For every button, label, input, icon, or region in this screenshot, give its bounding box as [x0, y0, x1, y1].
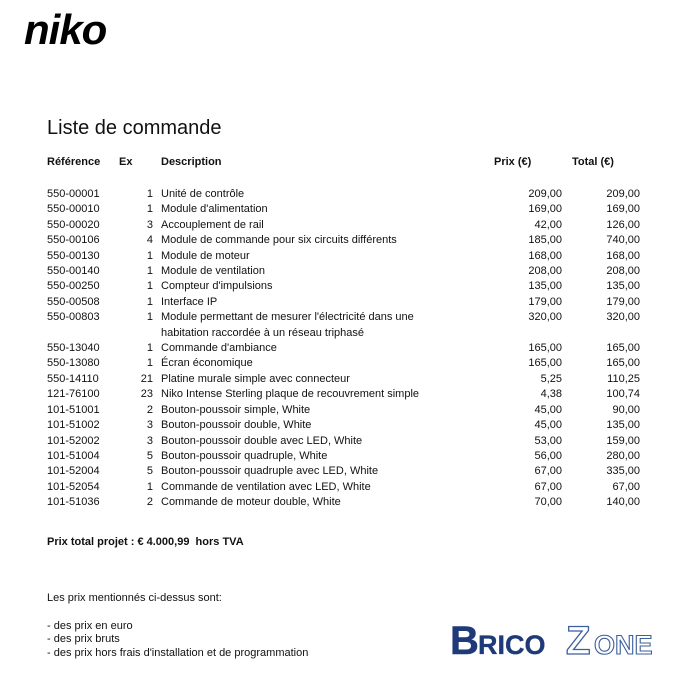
cell-total: 740,00: [606, 234, 640, 247]
cell-description: [161, 449, 479, 464]
page-title: Liste de commande: [47, 117, 222, 139]
cell-price: 185,00: [528, 234, 562, 247]
table-row: [47, 356, 640, 371]
cell-reference: 101-52004: [47, 465, 100, 478]
order-table: [47, 155, 640, 511]
cell-price: 165,00: [528, 342, 562, 355]
description-line: Module de ventilation: [161, 265, 265, 278]
description-line: Module de moteur: [161, 249, 250, 262]
table-row: [47, 233, 640, 248]
cell-description: [161, 387, 479, 402]
description-line: Commande d'ambiance: [161, 342, 277, 355]
cell-total: 209,00: [606, 188, 640, 200]
header-reference: Référence: [47, 156, 101, 168]
note-line: - des prix hors frais d'installation et de programmation: [47, 646, 309, 659]
table-row: [47, 249, 640, 264]
cell-price: 209,00: [528, 188, 562, 200]
cell-reference: 550-00250: [47, 280, 100, 293]
cell-price: 67,00: [534, 480, 562, 493]
note-line: - des prix bruts: [47, 633, 120, 645]
table-row: [47, 187, 640, 202]
watermark-rico: RICO: [478, 630, 546, 660]
description-line: Module d'alimentation: [161, 203, 268, 216]
cell-total: 126,00: [606, 218, 640, 231]
cell-description: [161, 434, 479, 449]
cell-description: [161, 495, 479, 510]
description-line: Accouplement de rail: [161, 218, 264, 231]
cell-description: [161, 403, 479, 418]
cell-quantity: 3: [146, 218, 153, 231]
description-line: Unité de contrôle: [161, 188, 245, 200]
cell-reference: 550-00020: [47, 218, 100, 231]
cell-description: [161, 202, 479, 217]
cell-price: 179,00: [528, 295, 562, 308]
cell-price: 67,00: [534, 465, 562, 478]
description-line: Platine murale simple avec connecteur: [161, 372, 350, 385]
cell-description: [161, 356, 479, 371]
watermark-one: ONE: [594, 630, 653, 660]
cell-description: [161, 295, 479, 310]
cell-description: [161, 249, 479, 264]
cell-quantity: 3: [146, 419, 153, 432]
table-row: [47, 495, 640, 510]
bricozone-watermark-logo: [450, 616, 670, 660]
cell-price: 45,00: [534, 419, 562, 432]
niko-logo: niko: [24, 6, 107, 53]
table-row: [47, 403, 640, 418]
cell-description: [161, 233, 479, 248]
watermark-b: B: [450, 619, 479, 660]
cell-reference: 101-52002: [47, 434, 100, 447]
header-description: Description: [161, 156, 222, 168]
description-line: Écran économique: [161, 357, 253, 370]
description-line: Commande de moteur double, White: [161, 496, 341, 509]
table-row: [47, 372, 640, 387]
cell-price: 165,00: [528, 357, 562, 370]
description-line: Bouton-poussoir double, White: [161, 419, 312, 432]
cell-total: 67,00: [612, 480, 640, 493]
cell-description: [161, 464, 479, 479]
cell-reference: 550-13080: [47, 357, 100, 370]
cell-price: 70,00: [534, 496, 562, 509]
table-row: [47, 202, 640, 217]
cell-reference: 550-00106: [47, 234, 100, 247]
cell-description: [161, 372, 479, 387]
cell-price: 45,00: [534, 403, 562, 416]
cell-description: [161, 418, 479, 433]
table-row: [47, 264, 640, 279]
cell-quantity: 5: [146, 465, 153, 478]
cell-reference: 101-51036: [47, 496, 100, 509]
table-row: [47, 464, 640, 479]
table-row: [47, 218, 640, 233]
cell-total: 159,00: [606, 434, 640, 447]
cell-total: 110,25: [607, 372, 640, 385]
cell-price: 53,00: [534, 434, 562, 447]
cell-reference: 550-00140: [47, 265, 100, 278]
cell-quantity: 3: [146, 434, 153, 447]
cell-quantity: 1: [146, 188, 153, 200]
cell-total: 90,00: [612, 403, 640, 416]
cell-quantity: 1: [146, 311, 153, 324]
cell-price: 168,00: [528, 249, 562, 262]
cell-total: 169,00: [606, 203, 640, 216]
header-price: Prix (€): [494, 156, 532, 168]
description-line: Bouton-poussoir quadruple avec LED, White: [161, 465, 379, 478]
cell-quantity: 21: [140, 372, 153, 385]
description-line: Bouton-poussoir double avec LED, White: [161, 434, 363, 447]
cell-price: 169,00: [528, 203, 562, 216]
header-quantity: Ex: [119, 156, 133, 168]
cell-reference: 550-00130: [47, 249, 100, 262]
description-line: Bouton-poussoir quadruple, White: [161, 449, 328, 462]
table-row: [47, 434, 640, 449]
cell-description: [161, 264, 479, 279]
cell-reference: 101-51001: [47, 403, 100, 416]
table-row: [47, 480, 640, 495]
cell-total: 165,00: [606, 342, 640, 355]
cell-reference: 101-51004: [47, 449, 100, 462]
cell-quantity: 1: [146, 249, 153, 262]
cell-reference: 550-00508: [47, 295, 100, 308]
cell-quantity: 1: [146, 357, 153, 370]
notes-intro: Les prix mentionnés ci-dessus sont:: [47, 592, 222, 604]
cell-quantity: 5: [146, 449, 153, 462]
cell-total: 135,00: [606, 419, 640, 432]
cell-price: 320,00: [528, 311, 562, 324]
description-line: Compteur d'impulsions: [161, 280, 273, 293]
cell-reference: 550-00010: [47, 203, 100, 216]
cell-total: 280,00: [606, 449, 640, 462]
description-line: habitation raccordée à un réseau triphasé: [161, 326, 365, 339]
description-line: Module permettant de mesurer l'électricité dans une: [161, 311, 414, 324]
cell-reference: 550-13040: [47, 342, 100, 355]
cell-reference: 550-00001: [47, 188, 100, 200]
cell-quantity: 2: [146, 496, 153, 509]
cell-quantity: 1: [146, 280, 153, 293]
cell-description: [161, 218, 479, 233]
cell-quantity: 1: [146, 265, 153, 278]
cell-quantity: 1: [146, 342, 153, 355]
table-header-row: [47, 155, 640, 187]
cell-description: [161, 310, 479, 341]
project-total: Prix total projet : € 4.000,99 hors TVA: [47, 536, 244, 548]
table-row: [47, 341, 640, 356]
cell-total: 100,74: [606, 388, 640, 401]
cell-total: 335,00: [606, 465, 640, 478]
cell-description: [161, 279, 479, 294]
table-row: [47, 279, 640, 294]
cell-price: 42,00: [534, 218, 562, 231]
note-line: - des prix en euro: [47, 619, 133, 632]
cell-total: 135,00: [606, 280, 640, 293]
cell-description: [161, 341, 479, 356]
table-row: [47, 295, 640, 310]
cell-price: 5,25: [540, 372, 562, 385]
cell-reference: 121-76100: [47, 388, 100, 401]
description-line: Module de commande pour six circuits différents: [161, 234, 397, 247]
cell-price: 56,00: [534, 449, 562, 462]
cell-quantity: 1: [146, 203, 153, 216]
cell-total: 179,00: [606, 295, 640, 308]
cell-price: 4,38: [540, 388, 562, 401]
description-line: Bouton-poussoir simple, White: [161, 403, 311, 416]
description-line: Commande de ventilation avec LED, White: [161, 480, 371, 493]
cell-reference: 550-00803: [47, 311, 100, 324]
cell-price: 208,00: [528, 265, 562, 278]
cell-total: 208,00: [606, 265, 640, 278]
cell-total: 168,00: [606, 249, 640, 262]
header-total: Total (€): [572, 156, 614, 168]
table-row: [47, 310, 640, 341]
cell-total: 165,00: [606, 357, 640, 370]
cell-reference: 101-52054: [47, 480, 100, 493]
cell-quantity: 4: [146, 234, 153, 247]
cell-quantity: 1: [146, 480, 153, 493]
cell-total: 320,00: [606, 311, 640, 324]
cell-description: [161, 480, 479, 495]
description-line: Interface IP: [161, 295, 218, 308]
cell-total: 140,00: [606, 496, 640, 509]
cell-quantity: 1: [146, 295, 153, 308]
cell-reference: 101-51002: [47, 419, 100, 432]
cell-quantity: 23: [140, 388, 153, 401]
watermark-z: Z: [566, 619, 591, 660]
cell-reference: 550-14110: [47, 372, 99, 385]
cell-price: 135,00: [528, 280, 562, 293]
table-row: [47, 418, 640, 433]
price-notes: [47, 592, 308, 660]
cell-description: [161, 187, 479, 202]
cell-quantity: 2: [146, 403, 153, 416]
description-line: Niko Intense Sterling plaque de recouvrement simple: [161, 388, 420, 401]
table-row: [47, 387, 640, 402]
table-row: [47, 449, 640, 464]
